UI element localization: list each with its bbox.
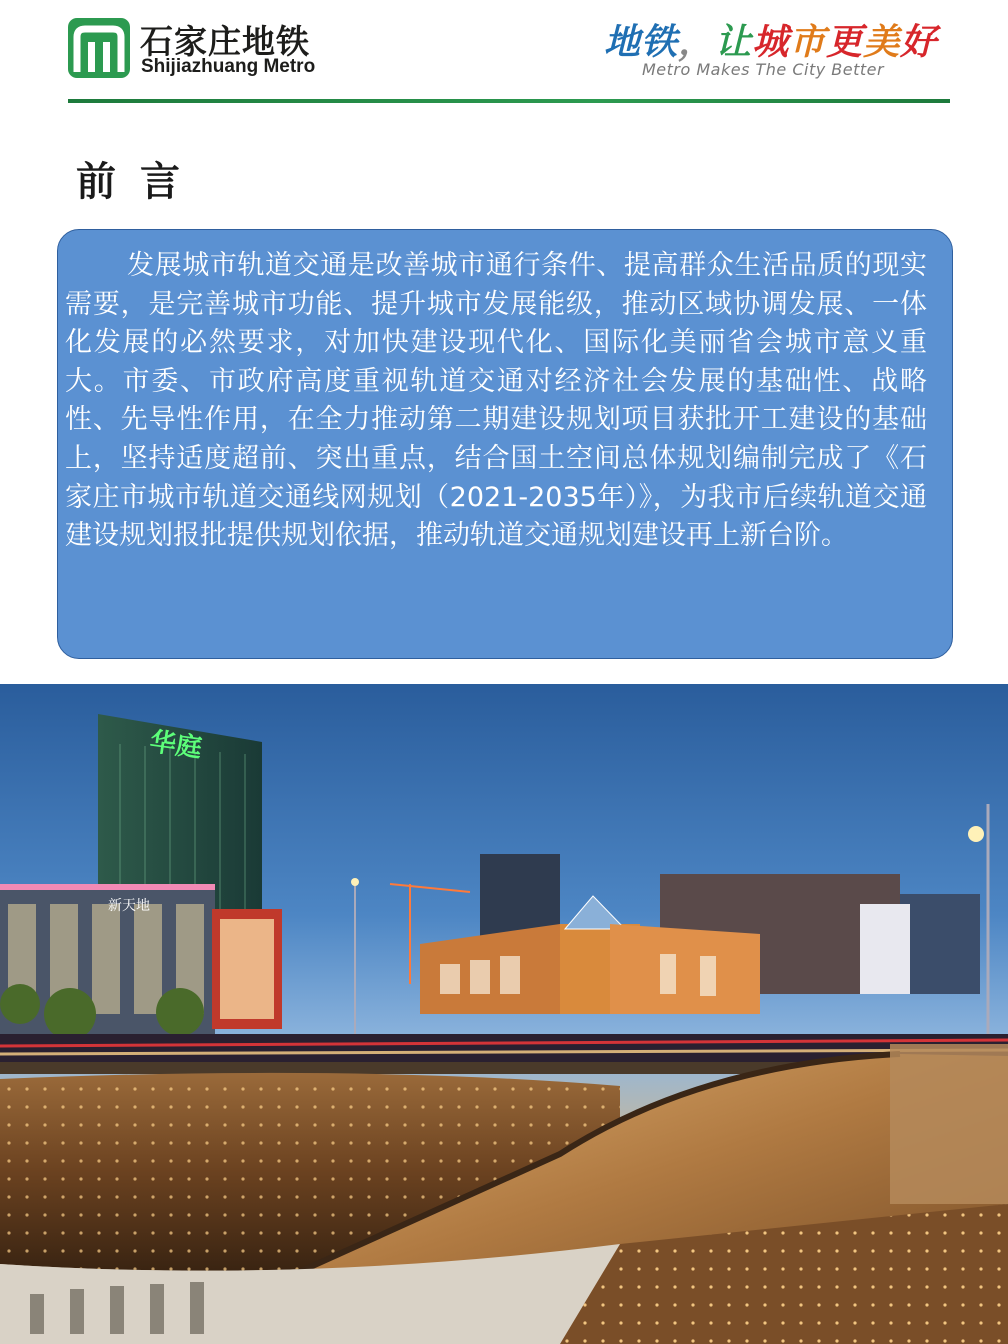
slogan-calligraphy <box>604 14 938 63</box>
slogan-char: 更 <box>826 21 864 63</box>
slogan-english: Metro Makes The City Better <box>642 60 885 79</box>
city-night-photo-illustration <box>0 684 1008 1344</box>
page-header <box>0 0 1008 110</box>
logo-english-name: Shijiazhuang Metro <box>141 56 316 77</box>
header-divider <box>68 99 950 103</box>
distant-building <box>900 894 980 994</box>
slogan-char: 铁 <box>641 21 679 63</box>
city-night-photo <box>0 684 1008 1344</box>
page-title: 前言 <box>76 158 204 205</box>
slogan-char: 城 <box>752 21 790 63</box>
intro-paragraph: 发展城市轨道交通是改善城市通行条件、提高群众生活品质的现实需要，是完善城市功能、提升城市发展能级，推动区域协调发展、一体化发展的必然要求，对加快建设现代化、国际化美丽省会城市意义重大。市委、市政府高度重视轨道交通对经济社会发展的基础性、战略性、先导性作用，在全力推动第二期建设规划项目获批开工建设的基础上，坚持适度超前、突出重点，结合国土空间总体规划编制完成了《石家庄市城市轨道交通线网规划（2021-2035年）》，为我市后续轨道交通建设规划报批提供规划依据，推动轨道交通规划建设再上新台阶。 <box>65 250 927 552</box>
slogan-char: 地 <box>604 21 642 63</box>
slogan-char: 让 <box>715 21 753 63</box>
slogan-char: 市 <box>789 21 827 63</box>
intro-panel <box>57 229 953 659</box>
sign-xintiandi: 新天地 <box>108 898 150 914</box>
logo-chinese-name: 石家庄地铁 <box>140 22 310 61</box>
slogan-char: ， <box>678 21 716 63</box>
slogan-char: 美 <box>863 21 901 63</box>
sign-huating: 华庭 <box>147 726 204 764</box>
slogan-char: 好 <box>900 21 938 63</box>
metro-logo-icon <box>68 18 130 78</box>
right-mall-sign <box>860 904 910 994</box>
